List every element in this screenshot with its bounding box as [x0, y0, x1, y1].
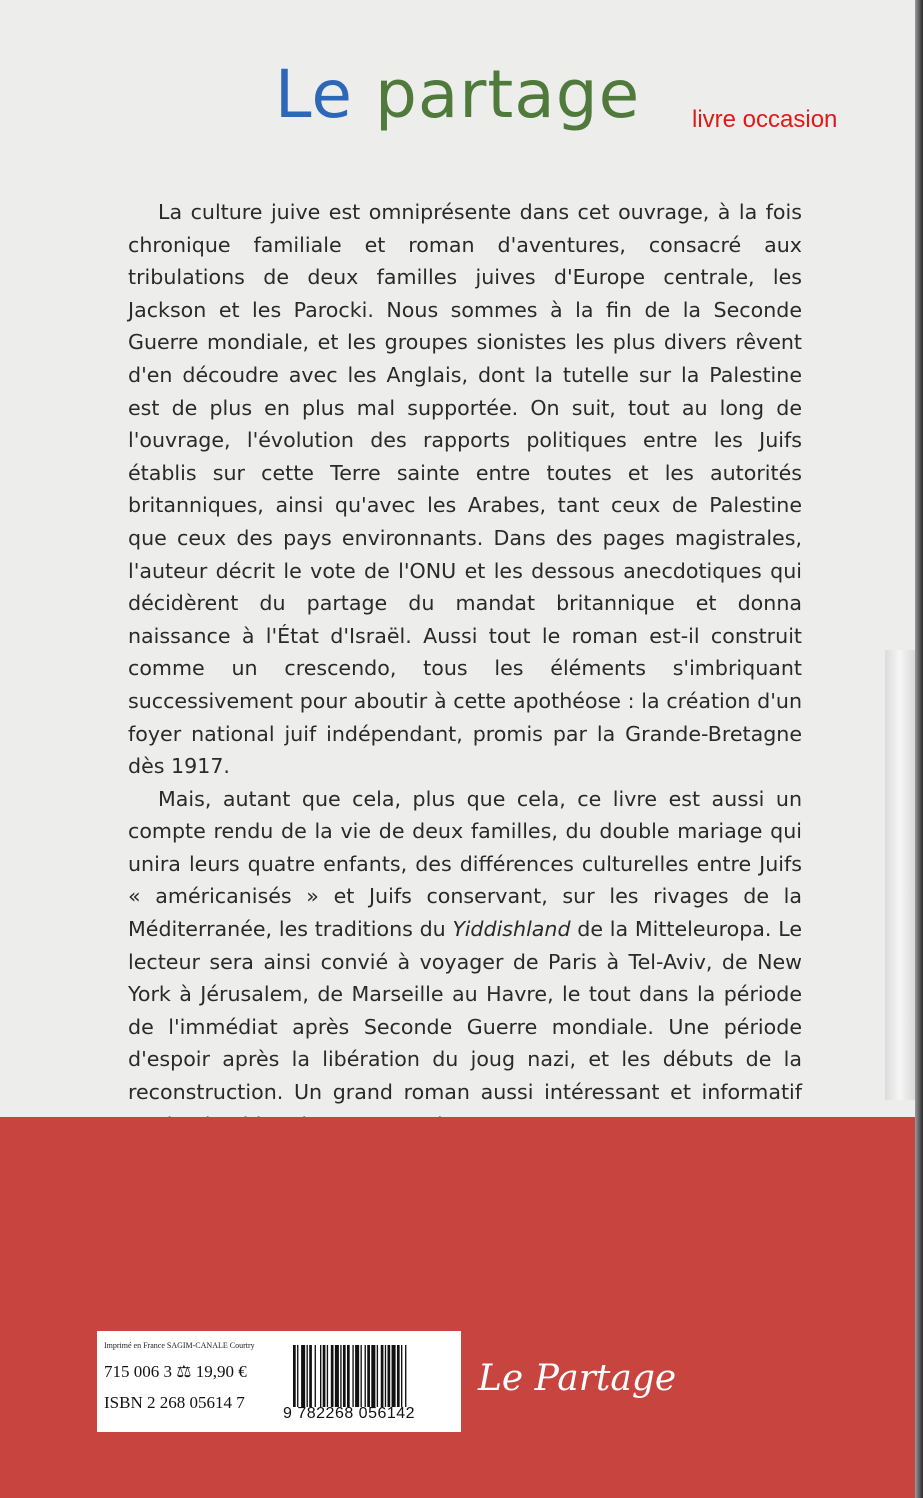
barcode-bar [315, 1345, 316, 1407]
isbn-text: ISBN 2 268 05614 7 [104, 1393, 245, 1412]
yiddishland-term: Yiddishland [452, 917, 571, 942]
blurb [128, 196, 802, 1190]
barcode-bar [377, 1345, 378, 1407]
barcode-bar [331, 1345, 334, 1407]
barcode-bar [367, 1345, 370, 1407]
blurb-paragraph-2: Mais, autant que cela, plus que cela, ce livre est aussi un compte rendu de la vie de deux familles, du double mariage qui unira leurs quatre enfants, des différences culturelles entre Juifs « américanisés » et Juifs conservant, sur les rivages de la Méditerranée, les traditions du Yiddishland de la Mitteleuropa. Le lecteur sera ainsi convié à voyager de Paris à Tel-Aviv, de New York à Jérusalem, de Marseille au Havre, le tout dans la période de l'immédiat après Seconde Guerre mondiale. Une période d'espoir après la libération du joug nazi, et les débuts de la reconstruction. Un grand roman aussi intéressant et informatif [128, 786, 803, 1105]
title-partage: partage [352, 56, 641, 133]
barcode-bar [361, 1345, 362, 1407]
barcode-bar [347, 1345, 350, 1407]
barcode-bar [297, 1345, 298, 1407]
barcode-bar [401, 1345, 402, 1407]
blurb-paragraph-1: La culture juive est omniprésente dans cet ouvrage, à la fois chronique familiale et roman d'aventures, consacré aux tribulations de deux familles juives d'Europe centrale, les Jackson et les Parocki. Nous sommes à la fin de la Seconde Guerre mondiale, et les groupes sionistes les plus divers rêvent d'en découdre avec les Anglais, dont la tutelle sur la Palestine est de plus en plus mal supportée. On suit, tout au long de l'ouvrage, l'évolution des rapports politiques entre les Juifs établis sur cette Terre sainte entre toutes et les autorités britanniques, ainsi qu'avec les Arabes, tant ceux de Palestine que ceux des pays environnants. Dans des pages magistrales, l'auteur décrit le vote de l'ONU et les dessous anecdotiques qui décidèrent du partage du mandat britannique et donna naissance à l'État d'Israël. Aussi tout le roman est-il construit comme un crescendo, tous les éléments s'imbriquant successivement pour aboutir à cette apothéose : la création d'un foyer national juif indépendant, promis par la Grande-Bretagne dès 1917. [128, 200, 802, 779]
barcode-bar [301, 1345, 305, 1407]
barcode-bar [309, 1345, 312, 1407]
barcode-bar [365, 1345, 366, 1407]
barcode-bar [371, 1345, 375, 1407]
barcode-digits: 9 782268 056142 [283, 1405, 416, 1422]
barcode-bar [405, 1345, 406, 1407]
barcode-bar [307, 1345, 308, 1407]
barcode-bar [323, 1345, 326, 1407]
barcode-bar [385, 1345, 386, 1407]
barcode-bar [355, 1345, 359, 1407]
barcode-bar [335, 1345, 339, 1407]
used-book-stamp: livre occasion [692, 106, 838, 133]
barcode-bar [381, 1345, 384, 1407]
page-edge [915, 0, 923, 1498]
barcode-bar [343, 1345, 346, 1407]
title-le: Le [274, 56, 353, 133]
barcode-bar [392, 1345, 396, 1407]
barcode-bar [293, 1345, 296, 1407]
barcode-panel [97, 1331, 461, 1432]
printer-info: Imprimé en France SAGIM-CANALE Courtry [104, 1341, 255, 1350]
barcode-bar [388, 1345, 391, 1407]
barcode-bar [327, 1345, 328, 1407]
back-title: Le Partage [478, 1358, 677, 1399]
cover-fold-strip [885, 650, 915, 1100]
barcode-bar [397, 1345, 400, 1407]
barcode-bar [320, 1345, 321, 1407]
barcode-bar [352, 1345, 353, 1407]
spine-marks [891, 1060, 909, 1110]
red-band [0, 1117, 915, 1498]
barcode-bar [340, 1345, 341, 1407]
barcode-icon [293, 1345, 451, 1407]
code-price: 715 006 3 ⚖ 19,90 € [104, 1362, 247, 1381]
